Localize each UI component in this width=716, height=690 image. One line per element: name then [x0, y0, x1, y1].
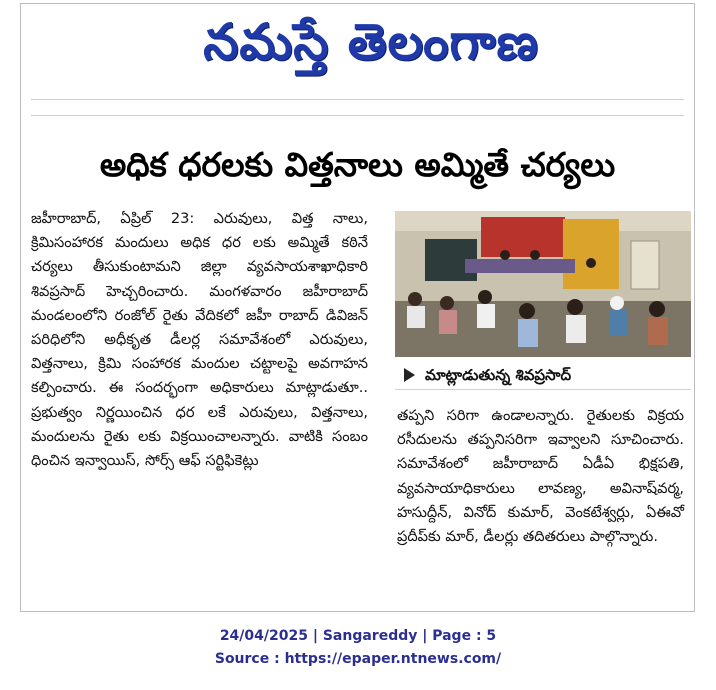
masthead-logo: నమస్తే తెలంగాణ [203, 12, 539, 71]
photo-person [648, 317, 668, 345]
article-headline: అధిక ధరలకు విత్తనాలు అమ్మితే చర్యలు [99, 145, 616, 184]
photo-person [566, 315, 586, 343]
photo-person [567, 299, 583, 315]
newspaper-clipping [20, 3, 695, 612]
article-body-left [31, 207, 368, 473]
photo-speaker [586, 258, 596, 268]
edition-info: 24/04/2025 | Sangareddy | Page : 5 [219, 628, 497, 644]
photo-person [408, 292, 422, 306]
photo-person [439, 310, 457, 334]
photo-speaker [500, 250, 510, 260]
photo-person [478, 290, 492, 304]
photo-banner [481, 217, 565, 257]
photo-caption-text: మాట్లాడుతున్న శివప్రసాద్ [425, 366, 572, 384]
photo-person [609, 310, 627, 336]
photo-person [518, 319, 538, 347]
body-paragraph: తప్పని సరిగా ఉండాలన్నారు. రైతులకు విక్రయ రసీదులను తప్పనిసరిగా ఇవ్వాలని సూచించారు. సమావేశంలో జహీరాబాద్ ఏడీఏ భిక్షపతి, వ్యవసాయాధికారులు లావణ్య, అవినాష్‌వర్మ, హసుద్దీన్, వినోద్ కుమార్, వెంకటేశ్వర్లు, ఏఈవో ప్రదీప్‌కు మార్, డీలర్లు తదితరులు పాల్గొన్నారు. [397, 407, 684, 546]
photo-person [440, 296, 454, 310]
photo-decoration [563, 219, 619, 289]
masthead-rule [31, 99, 684, 100]
photo-caption [395, 360, 691, 390]
source-url: Source : https://epaper.ntnews.com/ [214, 651, 502, 667]
body-paragraph: జహీరాబాద్, ఏప్రిల్ 23: ఎరువులు, విత్త నాలు, క్రిమిసంహారక మందులు అధిక ధర లకు అమ్మితే కఠినే చర్యలు తీసుకుంటామని జిల్లా వ్యవసాయశాఖాధికారి శివప్రసాద్ హెచ్చరించారు. మంగళవారం జహీరాబాద్ మండలంలోని రంజోల్ రైతు వేదికలో జహీ రాబాద్ డివిజన్ పరిధిలోని అధీకృత డీలర్ల సమావేశంలో ఎరువులు, విత్తనాలు, క్రిమి సంహారక మందుల చట్టాలపై అవగాహన కల్పించారు. ఈ సందర్భంగా అధికారులు మాట్లాడుతూ.. ప్రభుత్వం నిర్ణయించిన ధర లకే ఎరువులు, విత్తనాలు, మందులను రైతు లకు విక్రయించాలన్నారు. వాటికి సంబం ధించిన ఇన్వాయిస్, సోర్స్ ఆఫ్ సర్టిఫికెట్లు [31, 210, 368, 470]
photo-stage-table [465, 259, 575, 273]
article-body-right [397, 404, 684, 549]
caption-arrow-icon [404, 368, 415, 382]
news-photo [395, 211, 691, 357]
photo-speaker [530, 250, 540, 260]
photo-person [477, 304, 495, 328]
photo-door [631, 241, 659, 289]
masthead-rule-lower [31, 115, 684, 116]
photo-person [407, 306, 425, 328]
photo-person [610, 296, 624, 310]
photo-person [649, 301, 665, 317]
photo-person [519, 303, 535, 319]
